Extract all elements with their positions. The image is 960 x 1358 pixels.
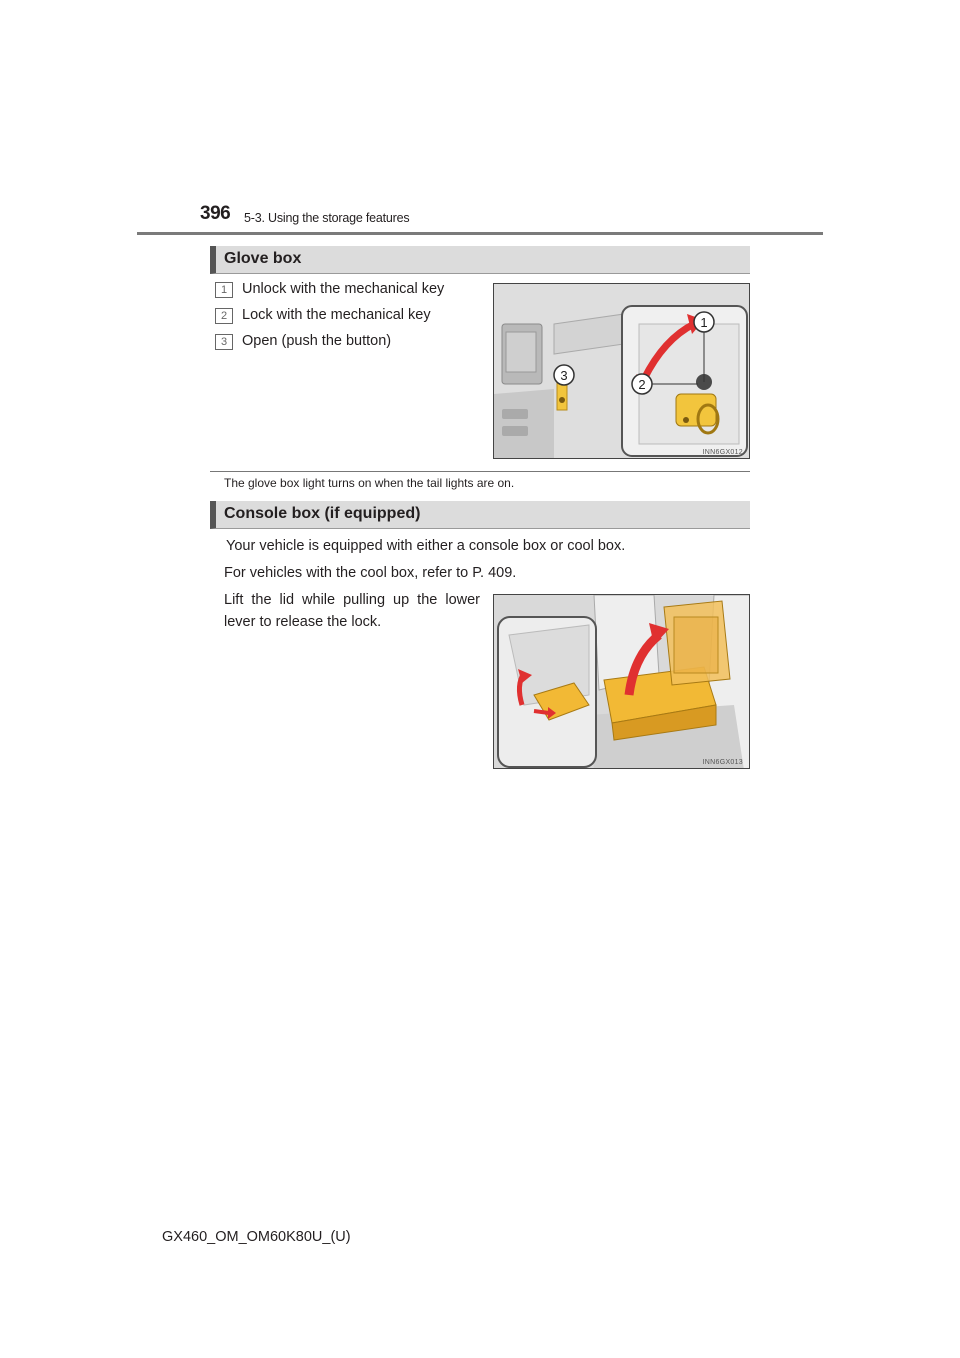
console-box-heading: [210, 501, 750, 529]
list-number-2: 2: [215, 308, 233, 324]
list-number-1: 1: [215, 282, 233, 298]
console-intro-2: For vehicles with the cool box, refer to P. 409.: [224, 565, 517, 581]
callout-3: 3: [560, 368, 568, 383]
figure-code-glove: INN6GX012: [702, 449, 743, 456]
glove-box-title: Glove box: [224, 250, 302, 267]
figure-code-console: INN6GX013: [702, 759, 743, 766]
console-instruction-line-1: Lift the lid while pulling up the lower: [224, 592, 480, 608]
glove-box-drawing: [494, 284, 750, 459]
glove-box-illustration: [493, 283, 750, 459]
list-number-3: 3: [215, 334, 233, 350]
glove-box-note: The glove box light turns on when the tail lights are on.: [224, 476, 515, 490]
page-number: 396: [200, 203, 231, 224]
console-box-title: Console box (if equipped): [224, 505, 421, 522]
document-code: GX460_OM_OM60K80U_(U): [162, 1229, 351, 1245]
header-divider: [137, 232, 823, 235]
note-divider: [210, 471, 750, 472]
console-box-illustration: [493, 594, 750, 769]
section-title: 5-3. Using the storage features: [244, 211, 410, 225]
console-box-drawing: [494, 595, 750, 769]
list-item-lock: Lock with the mechanical key: [242, 307, 431, 323]
glove-box-heading: [210, 246, 750, 274]
list-item-unlock: Unlock with the mechanical key: [242, 281, 445, 297]
console-intro-1: Your vehicle is equipped with either a console box or cool box.: [226, 538, 626, 554]
callout-2: 2: [638, 377, 646, 392]
list-item-open: Open (push the button): [242, 333, 392, 349]
callout-1: 1: [700, 315, 708, 330]
console-instruction-line-2: lever to release the lock.: [224, 614, 382, 630]
